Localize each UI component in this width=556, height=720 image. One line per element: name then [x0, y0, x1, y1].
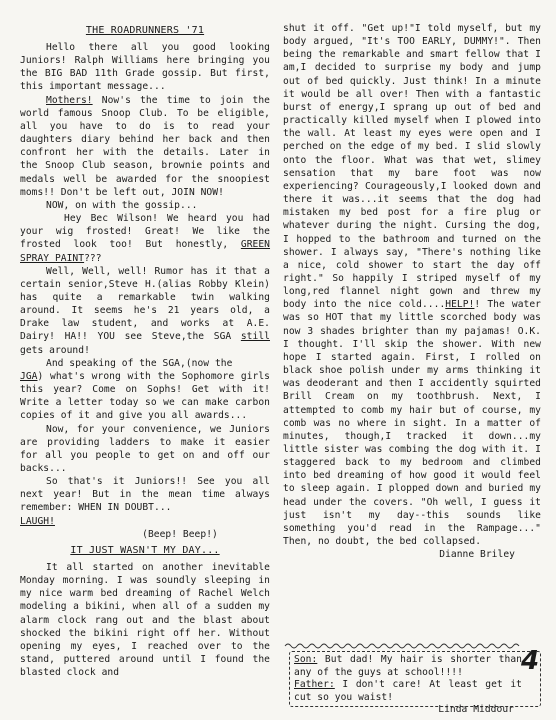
son-label: Son: — [294, 654, 318, 665]
father-line — [290, 679, 540, 704]
green-spray-paint: GREEN SPRAY PAINT — [20, 239, 271, 264]
sga-paragraph — [20, 357, 270, 423]
author-signature: Dianne Briley — [439, 549, 515, 561]
joke-box — [289, 651, 541, 715]
father-text: I don't care! At least get it cut so you waist! — [294, 679, 522, 703]
laugh-underlined: LAUGH! — [20, 515, 55, 527]
left-column — [20, 22, 270, 679]
son-line — [290, 652, 540, 679]
bec-end: ??? — [84, 252, 102, 264]
story-paragraph-start: It all started on another inevitable Monday morning. I was soundly sleeping in my nice warm bed dreaming of Rachel Welch modeling a bikini, when all of a sudden my alarm clock rang out and the blast about shocked the bikini right off her. Without opening my eyes, I reached over to the stand, puttered around until I found the blasted clock and — [20, 561, 270, 679]
still-underlined: still — [240, 331, 270, 343]
steve-end: gets around! — [20, 344, 90, 356]
page-number: 4 — [521, 646, 540, 676]
mothers-paragraph — [20, 94, 270, 199]
ladders-paragraph: Now, for your convenience, we Juniors are providing ladders to make it easier for all you people to get on and off our backs... — [20, 423, 270, 474]
gossip-lead: NOW, on with the gossip... — [46, 199, 198, 211]
intro-paragraph: Hello there all you good looking Juniors! Ralph Williams here bringing you the BIG BAD 11th Grade gossip. But first, this important message... — [20, 42, 270, 93]
wavy-divider — [283, 642, 541, 650]
sga-end: ) what's wrong with the Sophomore girls this year? Come on Sophs! Get with it! Write a letter today so we can make carbon copies of it and give you all awards... — [20, 370, 270, 422]
story-title: IT JUST WASN'T MY DAY... — [70, 544, 220, 556]
story-paragraph-continued — [283, 22, 541, 548]
beep-signoff: (Beep! Beep!) — [142, 528, 218, 540]
closing-text: So that's it Juniors!! See you all next year! But in the mean time always remember: WHEN IN DOUBT... — [20, 476, 270, 514]
closing-paragraph — [20, 475, 270, 528]
author2-signature: Linda Middour — [438, 704, 514, 715]
column-title: THE ROADRUNNERS '71 — [85, 25, 205, 36]
son-text: But dad! My hair is shorter than any of the guys at school!!!! — [294, 654, 522, 678]
sga-text: And speaking of the SGA,(now the — [46, 357, 233, 369]
story-text-b: ! The water was so HOT that my little scorched body was now 3 shades brighter than my pajamas! O.K. I thought. I'll skip the shower. With new hope I started again. First, I rolled on black shoe polish under my arms thinking it was deoderant and then I accidently squirted Brill Cream on my toothbrush. Next, I attempted to comb my hair but of course, my comb was no where in sight. In a matter of minutes, though,I tracked it down...my little sister was combing the dog with it. I staggered back to my bedroom and climbed into bed dreaming of how good it would feel to sleep again. I plopped down and buried my head under the covers. "Oh well, I guess it just isn't my day--this sounds like something you'd read in the Rampage..." Then, no doubt, the bed collapsed. — [283, 299, 541, 548]
mothers-text: Now's the time to join the world famous Snoop Club. To be eligible, all you have to do is to read your daughters diary behind her back and then confront her with the details. Later in the Snoop Club season, brownie points and medals well be awarded for the snoopiest moms!! Don't be left out, JOIN NOW! — [20, 94, 270, 198]
bec-text: Hey Bec Wilson! We heard you had your wig frosted! Great! We like the frosted look too! But honestly, — [20, 213, 270, 251]
steve-text: Well, Well, well! Rumor has it that a certain senior,Steve H.(alias Robby Klein) has quite a remarkable twin walking around. It seems he's 21 years old, a Drake law student, and works at A.E. Dairy! HA!! YOU see Steve,the SGA — [20, 265, 270, 343]
father-label: Father: — [294, 679, 335, 690]
steve-paragraph — [20, 265, 270, 357]
jga-underlined: JGA — [20, 370, 38, 382]
mothers-lead: Mothers! — [46, 94, 93, 106]
right-column — [283, 22, 541, 561]
story-text-a: shut it off. "Get up!"I told myself, but my body argued, "It's TOO EARLY, DUMMY!". Then being the remarkable and smart fellow that I am,I decided to surprise my body and jump out of bed quickly. Just think! In a minute it would be all over! Then with a fantastic burst of energy,I sprang up out of bed and practically killed myself when I plowed into the wall. At least my eyes were open and I perched on the edge of my bed. I slid slowly onto the floor. What was that wet, slimey sensation that my bare foot was now experiencing? Courageously,I looked down and there it was...it seems that the dog had mistaken my bed post for a fire plug or whatever during the night. Cursing the dog, I hopped to the bathroom and turned on the shower. I always say, "There's nothing like a nice, cold shower to start the day off right." So happily I striped myself of my long,red flannel night gown and threw my body into the nice cold.... — [283, 23, 541, 311]
bec-paragraph — [20, 212, 270, 265]
help-underlined: HELP! — [445, 299, 475, 311]
